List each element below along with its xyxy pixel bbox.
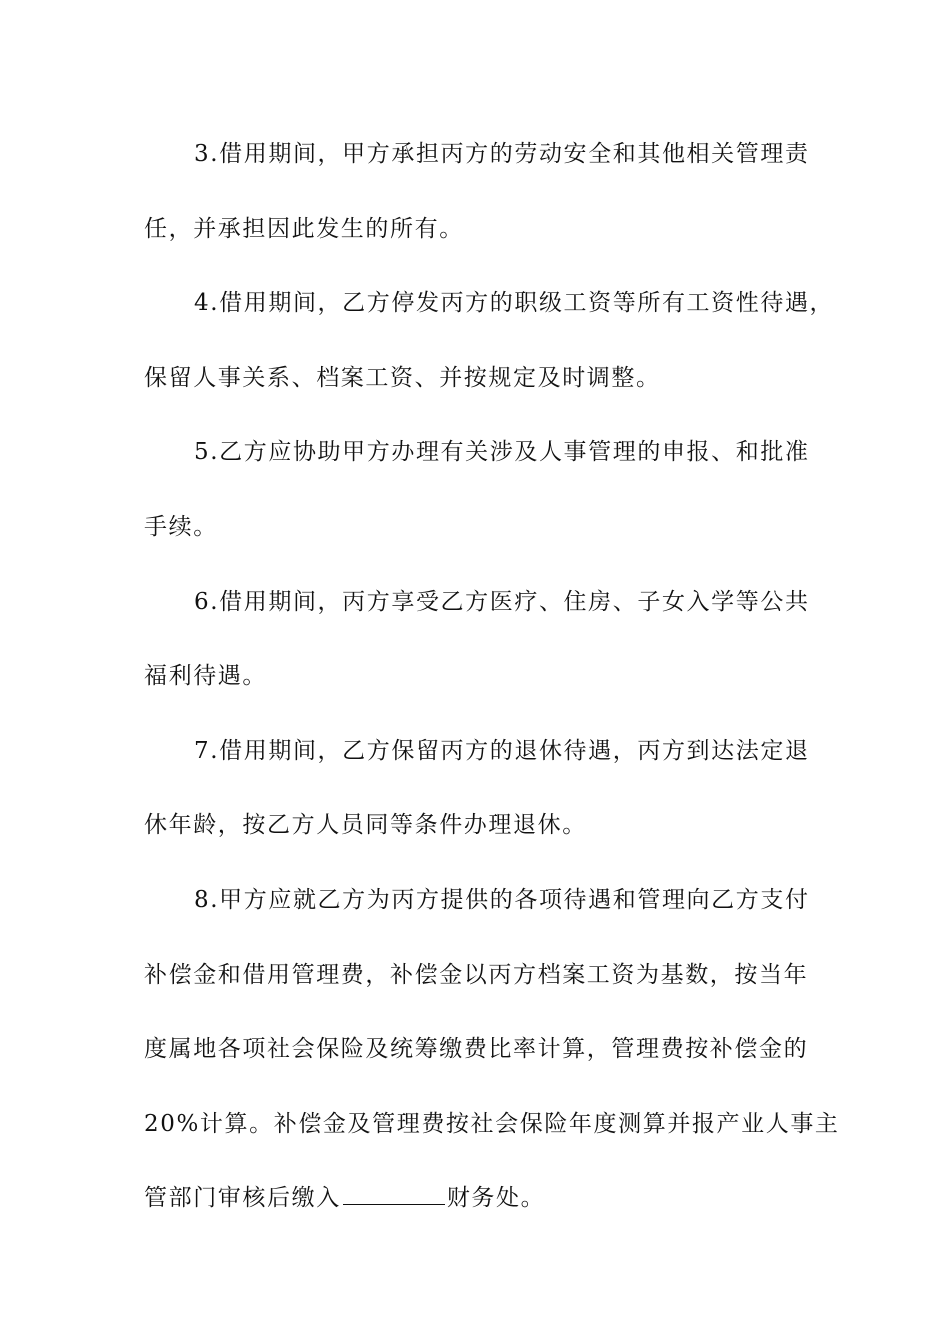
text-line: 休年龄，按乙方人员同等条件办理退休。 — [144, 812, 587, 839]
text-line: 5.乙方应协助甲方办理有关涉及人事管理的申报、和批准 — [194, 439, 810, 466]
text-line: 4.借用期间，乙方停发丙方的职级工资等所有工资性待遇， — [194, 290, 835, 317]
clause-7 — [144, 725, 809, 874]
text-line: 6.借用期间，丙方享受乙方医疗、住房、子女入学等公共 — [194, 588, 810, 615]
clause-3 — [144, 128, 809, 277]
text-line: 8.甲方应就乙方为丙方提供的各项待遇和管理向乙方支付 — [194, 886, 810, 913]
clause-4 — [144, 277, 835, 426]
text-line: 福利待遇。 — [144, 663, 267, 690]
text-line: 20%计算。补偿金及管理费按社会保险年度测算并报产业人事主 — [144, 1110, 840, 1137]
clause-8 — [144, 874, 840, 1247]
text-line: 3.借用期间，甲方承担丙方的劳动安全和其他相关管理责 — [194, 141, 810, 167]
clause-6 — [144, 576, 809, 725]
fill-in-blank — [343, 1182, 445, 1205]
clause-5 — [144, 426, 809, 575]
text-segment: 管部门审核后缴入 — [144, 1185, 341, 1212]
text-line: 手续。 — [144, 513, 218, 540]
text-line — [144, 1172, 809, 1247]
text-line: 任，并承担因此发生的所有。 — [144, 215, 464, 242]
text-line: 度属地各项社会保险及统筹缴费比率计算，管理费按补偿金的 — [144, 1036, 809, 1063]
document-body — [144, 128, 840, 1247]
text-line: 保留人事关系、档案工资、并按规定及时调整。 — [144, 364, 661, 391]
text-segment: 财务处。 — [446, 1185, 546, 1212]
text-line: 7.借用期间，乙方保留丙方的退休待遇，丙方到达法定退 — [194, 737, 810, 764]
text-line: 补偿金和借用管理费，补偿金以丙方档案工资为基数，按当年 — [144, 961, 809, 988]
